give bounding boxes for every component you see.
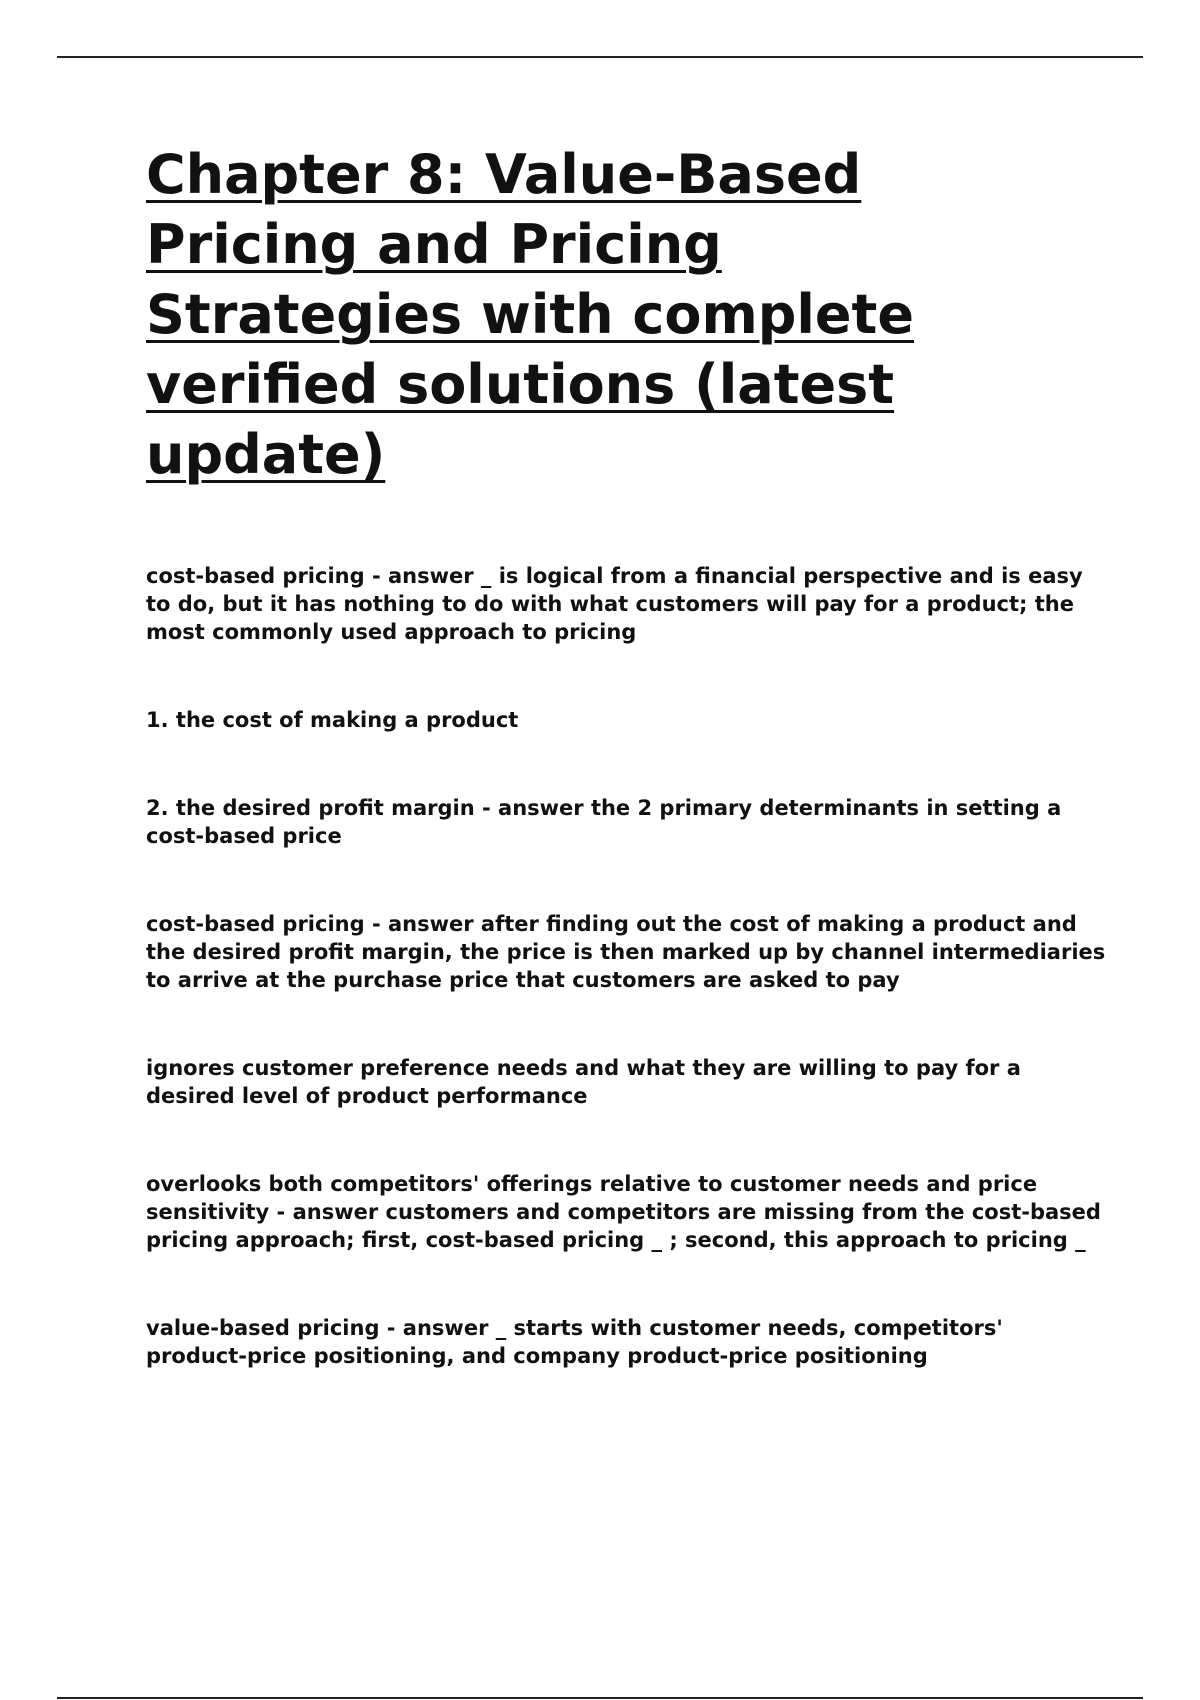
entry-ignores-customers: ignores customer preference needs and what they are willing to pay for a desired level of product performance — [146, 1056, 1021, 1108]
entry-markup: cost-based pricing - answer after finding out the cost of making a product and the desired profit margin, the price is then marked up by channel intermediaries to arrive at the purchase price that customers are asked to pay — [146, 912, 1106, 992]
bottom-rule — [57, 1697, 1143, 1699]
entry-cost-based-pricing: cost-based pricing - answer _ is logical from a financial perspective and is easy to do, but it has nothing to do with what customers will pay for a product; the most commonly used approach to pricing — [146, 564, 1083, 644]
document-body — [146, 140, 1106, 1370]
entry-list — [146, 562, 1106, 1370]
document-title: Chapter 8: Value-Based Pricing and Pricing Strategies with complete verified solutions (latest update) — [146, 143, 914, 486]
entry-profit-margin: 2. the desired profit margin - answer the 2 primary determinants in setting a cost-based price — [146, 796, 1062, 848]
top-rule — [57, 56, 1143, 58]
entry-value-based-pricing: value-based pricing - answer _ starts with customer needs, competitors' product-price positioning, and company product-price positioning — [146, 1316, 1003, 1368]
entry-cost-of-product: 1. the cost of making a product — [146, 708, 519, 732]
entry-overlooks-competitors: overlooks both competitors' offerings relative to customer needs and price sensitivity - answer customers and competitors are missing from the cost-based pricing approach; first, cost-based pricing _ ; second, this approach to pricing _ — [146, 1172, 1101, 1252]
